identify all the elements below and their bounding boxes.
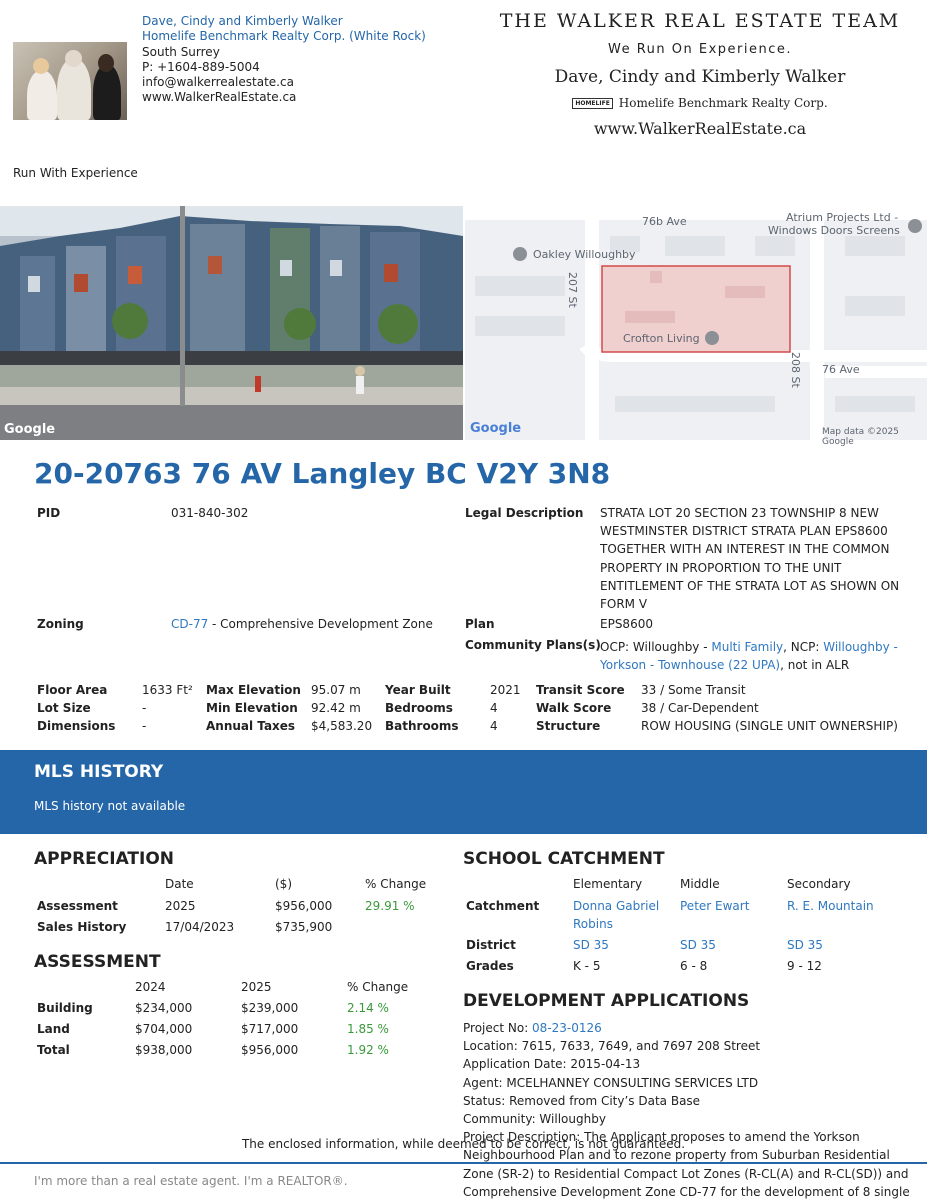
map-drawing: [465, 206, 927, 440]
assessment-row-change: 1.85 %: [347, 1022, 389, 1036]
district-link[interactable]: SD 35: [680, 938, 716, 952]
secondary-school-link[interactable]: R. E. Mountain: [787, 899, 874, 913]
structure-label: Structure: [536, 719, 601, 733]
google-logo: Google: [4, 422, 56, 437]
development-heading: DEVELOPMENT APPLICATIONS: [463, 991, 750, 1011]
property-address: 20-20763 76 AV Langley BC V2Y 3N8: [34, 457, 611, 490]
community-alr: , not in ALR: [780, 658, 850, 672]
legal-description: STRATA LOT 20 SECTION 23 TOWNSHIP 8 NEW WESTMINSTER DISTRICT STRATA PLAN EPS8600 TOGETHER WITH AN INTEREST IN THE COMMON PROPERTY IN PROPORTION TO THE UNIT ENTITLEMENT OF THE STRATA LOT AS SHOWN ON FORM V: [600, 506, 900, 612]
community-ocp: OCP: Willoughby -: [600, 640, 712, 654]
dev-application-date: Application Date: 2015-04-13: [463, 1057, 641, 1072]
assessment-row-2025: $956,000: [241, 1043, 299, 1057]
footer-disclaimer: The enclosed information, while deemed to be correct, is not guaranteed.: [241, 1137, 686, 1151]
elementary-school-link[interactable]: Donna Gabriel: [573, 899, 660, 913]
team-title: THE WALKER REAL ESTATE TEAM: [499, 10, 901, 32]
agent-phone[interactable]: P: +1604-889-5004: [142, 59, 260, 74]
dev-community: Community: Willoughby: [463, 1112, 606, 1127]
floor-area-label: Floor Area: [37, 683, 108, 697]
elementary-school-link-2[interactable]: Robins: [573, 917, 613, 931]
middle-school-link[interactable]: Peter Ewart: [680, 899, 750, 913]
annual-taxes-label: Annual Taxes: [206, 719, 296, 733]
assessment-row-label: Building: [37, 1001, 93, 1015]
assessment-header-change: % Change: [347, 980, 409, 994]
annual-taxes-value: $4,583.20: [311, 719, 373, 733]
map-label-oakley: Oakley Willoughby: [533, 248, 636, 261]
min-elevation-label: Min Elevation: [206, 701, 298, 715]
school-header-elementary: Elementary: [573, 877, 643, 891]
grades-value: K - 5: [573, 959, 601, 973]
google-logo: Google: [470, 421, 522, 436]
grades-value: 6 - 8: [680, 959, 708, 973]
footer-divider: [0, 1162, 927, 1164]
team-logo: [480, 10, 920, 138]
community-label: Community Plans(s): [465, 638, 601, 652]
grades-label: Grades: [466, 959, 514, 973]
team-names: Dave, Cindy and Kimberly Walker: [554, 67, 846, 87]
district-link[interactable]: SD 35: [573, 938, 609, 952]
homelife-logo-icon: HOMELIFE: [572, 98, 612, 109]
min-elevation-value: 92.42 m: [311, 701, 361, 715]
map-label-76b-ave: 76b Ave: [642, 215, 687, 228]
location-map[interactable]: [465, 206, 927, 447]
development-details: [463, 1019, 910, 1201]
mls-history-heading: MLS HISTORY: [34, 762, 164, 782]
grades-value: 9 - 12: [787, 959, 822, 973]
mls-history-section: [0, 750, 927, 834]
agent-names: Dave, Cindy and Kimberly Walker: [142, 14, 343, 28]
appreciation-row-change: 29.91 %: [365, 899, 415, 913]
map-label-208-st: 208 St: [789, 352, 802, 388]
appreciation-header-date: Date: [165, 877, 194, 891]
dev-location: Location: 7615, 7633, 7649, and 7697 208 Street: [463, 1039, 761, 1054]
project-number-label: Project No:: [463, 1021, 533, 1035]
appreciation-row-date: 17/04/2023: [165, 920, 235, 934]
community-multi-family-link[interactable]: Multi Family: [711, 640, 784, 654]
appreciation-row-amount: $735,900: [275, 920, 333, 934]
project-number-link[interactable]: 08-23-0126: [532, 1021, 602, 1035]
dimensions-value: -: [142, 719, 147, 733]
team-website: www.WalkerRealEstate.ca: [593, 119, 807, 138]
appreciation-heading: APPRECIATION: [34, 849, 175, 869]
team-brokerage: [480, 96, 920, 110]
assessment-row-change: 2.14 %: [347, 1001, 389, 1015]
district-link[interactable]: SD 35: [787, 938, 823, 952]
street-view-image[interactable]: [0, 206, 463, 440]
appreciation-row-label: Sales History: [37, 920, 127, 934]
appreciation-row-amount: $956,000: [275, 899, 333, 913]
max-elevation-label: Max Elevation: [206, 683, 301, 697]
street-view-drawing: [0, 206, 463, 440]
transit-score-label: Transit Score: [536, 683, 625, 697]
zoning-value: [171, 617, 433, 631]
project-number: [463, 1019, 910, 1037]
map-credit: Map data ©2025 Google: [822, 427, 899, 447]
bedrooms-value: 4: [490, 701, 498, 715]
assessment-header-2025: 2025: [241, 980, 272, 994]
plan-label: Plan: [465, 617, 495, 631]
lot-size-value: -: [142, 701, 147, 715]
assessment-row-2025: $239,000: [241, 1001, 299, 1015]
map-label-atrium-2: Windows Doors Screens: [768, 224, 900, 237]
team-slogan: We Run On Experience.: [607, 42, 792, 57]
school-header-middle: Middle: [680, 877, 720, 891]
year-built-value: 2021: [490, 683, 521, 697]
tagline: Run With Experience: [13, 166, 138, 180]
map-label-76-ave: 76 Ave: [822, 363, 860, 376]
walk-score-value: 38 / Car-Dependent: [641, 701, 759, 715]
map-label-207-st: 207 St: [566, 272, 579, 308]
bedrooms-label: Bedrooms: [385, 701, 453, 715]
assessment-header-2024: 2024: [135, 980, 166, 994]
assessment-row-2025: $717,000: [241, 1022, 299, 1036]
community-ncp-link[interactable]: Willoughby -: [823, 640, 898, 654]
dev-status: Status: Removed from City’s Data Base: [463, 1093, 701, 1108]
dev-description: Zone (SR-2) to Residential Compact Lot Zones (R-CL(A) and R-CL(SD)) and: [463, 1166, 909, 1181]
dev-description: Project Description: The Applicant proposes to amend the Yorkson: [463, 1130, 860, 1145]
transit-score-value: 33 / Some Transit: [641, 683, 746, 697]
assessment-row-change: 1.92 %: [347, 1043, 389, 1057]
school-header-secondary: Secondary: [787, 877, 851, 891]
appreciation-row-label: Assessment: [37, 899, 118, 913]
agent-brokerage: Homelife Benchmark Realty Corp. (White Rock): [142, 29, 426, 44]
appreciation-header-amount: ($): [275, 877, 292, 891]
legal-label: Legal Description: [465, 506, 584, 520]
district-label: District: [466, 938, 516, 952]
dev-description: Comprehensive Development Zone CD-77 for the development of 8 single: [463, 1184, 910, 1199]
community-ncp: , NCP:: [783, 640, 824, 654]
agent-email[interactable]: info@walkerrealestate.ca: [142, 75, 294, 90]
appreciation-row-date: 2025: [165, 899, 196, 913]
assessment-row-2024: $234,000: [135, 1001, 193, 1015]
structure-value: ROW HOUSING (SINGLE UNIT OWNERSHIP): [641, 719, 898, 733]
assessment-row-label: Total: [37, 1043, 70, 1057]
map-label-crofton: Crofton Living: [623, 332, 700, 345]
agent-website[interactable]: www.WalkerRealEstate.ca: [142, 90, 297, 105]
dimensions-label: Dimensions: [37, 719, 116, 733]
assessment-row-2024: $704,000: [135, 1022, 193, 1036]
lot-size-label: Lot Size: [37, 701, 91, 715]
appreciation-header-change: % Change: [365, 877, 427, 891]
footer-realtor-text: I'm more than a real estate agent. I'm a REALTOR®.: [34, 1174, 348, 1188]
dev-description: Neighbourhood Plan and to rezone property from Suburban Residential: [463, 1148, 890, 1163]
school-catchment-heading: SCHOOL CATCHMENT: [463, 849, 665, 869]
plan-value: EPS8600: [600, 617, 653, 631]
walk-score-label: Walk Score: [536, 701, 612, 715]
map-label-atrium: Atrium Projects Ltd -: [786, 211, 899, 224]
dev-agent: Agent: MCELHANNEY CONSULTING SERVICES LTD: [463, 1075, 759, 1090]
pid-value: 031-840-302: [171, 506, 249, 520]
assessment-row-2024: $938,000: [135, 1043, 193, 1057]
bathrooms-label: Bathrooms: [385, 719, 459, 733]
assessment-heading: ASSESSMENT: [34, 952, 161, 972]
max-elevation-value: 95.07 m: [311, 683, 361, 697]
mls-history-text: MLS history not available: [34, 799, 186, 813]
community-ncp-link-2[interactable]: Yorkson - Townhouse (22 UPA): [600, 658, 781, 672]
zoning-desc: - Comprehensive Development Zone: [208, 617, 433, 631]
agent-area: South Surrey: [142, 44, 220, 59]
pid-label: PID: [37, 506, 61, 520]
team-brokerage-name: Homelife Benchmark Realty Corp.: [618, 96, 828, 110]
agent-photo: [13, 42, 127, 120]
assessment-row-label: Land: [37, 1022, 70, 1036]
zoning-link[interactable]: CD-77: [171, 617, 209, 631]
community-value: [600, 638, 900, 674]
bathrooms-value: 4: [490, 719, 498, 733]
year-built-label: Year Built: [385, 683, 451, 697]
catchment-label: Catchment: [466, 899, 540, 913]
agent-contact: [142, 14, 426, 106]
zoning-label: Zoning: [37, 617, 84, 631]
floor-area-value: 1633 Ft²: [142, 683, 193, 697]
